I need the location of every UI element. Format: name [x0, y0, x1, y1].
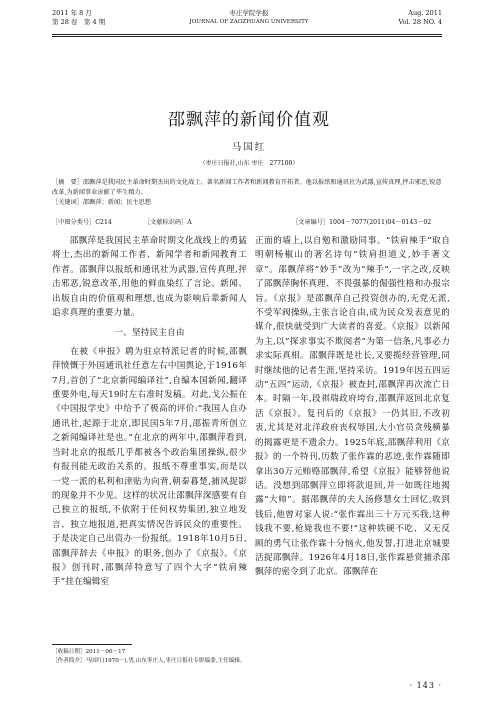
footnote-rule: [52, 644, 132, 645]
abstract-text: ［摘 要］邵飘萍是我国民主革命时期杰出的文化战士、著名新闻工作者和新闻教育开拓者。他以报纸和通讯社为武器,宣传真理,抨击邪恶,锐意改革,为新闻事业贡献了毕生精力。: [52, 179, 442, 196]
header-date-en: Aug. 2011: [408, 9, 442, 17]
journal-name-cn: 枣庄学院学报: [229, 9, 269, 17]
header-issue-date: 2011 年 8 月: [52, 9, 92, 17]
footnote: [52, 648, 444, 666]
article-author: 马国红: [231, 142, 267, 153]
header-rule-thin: [52, 36, 442, 37]
running-header: [0, 9, 498, 35]
body-column-left: [52, 234, 247, 590]
journal-name-en: JOURNAL OF ZAOZHUANG UNIVERSITY: [189, 19, 309, 25]
keywords: ［关键词］邵飘萍；新闻；民主思想: [52, 199, 151, 206]
header-volume-en: Vol. 28 NO. 4: [398, 18, 442, 26]
received-date: ［收稿日期］2011－06－17: [52, 649, 126, 655]
section-heading: 一、坚持民主自由: [114, 328, 185, 339]
author-affiliation: （枣庄日报社,山东 枣庄 277100）: [199, 160, 299, 167]
page-number: · 143 ·: [409, 681, 442, 690]
clc-number: ［中图分类号］C214: [52, 219, 112, 226]
body-paragraph: 在被《申报》聘为驻京特派记者的时候,邵飘萍愤慨于外国通讯社任意左右中国舆论,于1916年7月,首创了“北京新闻编译社”,自编本国新闻,翻译重要外电,每天19时左右准时发稿。对此,戈公振在《中国报学史》中给予了极高的评价:“我国人自办通讯社,起源于北京,即民国5年7月,邵振青所创立之新闻编译社是也。”在北京的两年中,邵飘萍看到,当时北京的报纸几乎都被各个政治集团操纵,很少有报刊能无政治关系的。报纸不尊重事实,而是以一党一派的私利和津贴为向背,朝秦暮楚,捕风捉影的现象并不少见。这样的状况让邵飘萍深感要有自己独立的报纸,不依附于任何权势集团,独立地发言、独立地报道,把真实情况告诉民众的重要性。于是决定自己出资办一份报纸。1918年10月5日,邵飘萍辞去《申报》的职务,创办了《京报》。《京报》创刊时,邵飘萍特意写了四个大字“铁肩辣手”挂在编辑室: [52, 346, 247, 588]
body-paragraph: 邵飘萍是我国民主革命时期文化战线上的勇猛将士,杰出的新闻工作者、新闻学者和新闻教育工作者。邵飘萍以报纸和通讯社为武器,宣传真理,抨击邪恶,锐意改革,用他的鲜血染红了言论、新闻、出版自由的价值观和理想,也成为影响后辈新闻人追求真理的重要力量。: [52, 236, 247, 319]
abstract-block: [52, 178, 444, 208]
article-title: 邵飘萍的新闻价值观: [168, 110, 330, 130]
article-number: ［文章编号］1004－7077(2011)04－0143－02: [292, 219, 432, 226]
header-right: [399, 9, 442, 27]
document-code: ［文献标识码］A: [144, 219, 192, 226]
header-volume: 第 28 卷 第 4 期: [52, 18, 106, 26]
body-paragraph: 正面的墙上,以自勉和激励同事。“铁肩辣手”取自明朝杨椒山的著名诗句“铁肩担道义,妙手著文章”。邵飘萍将“妙手”改为“辣手”,一字之改,反映了邵飘萍胸怀真理、不畏强暴的倔强性格和办报宗旨。《京报》是邵飘萍自己投资创办的,无党无派,不受军阀操纵,主张言论自由,成为民众发表意见的媒介,很快就受到广大读者的喜爱。《京报》以新闻为主,以“探求事实不欺阅者”为第一信条,凡事必力求实际真相。邵飘萍既是社长,又要揽经营管理,同时继续他的记者生涯,坚持采访。1919年因五四运动“五四”运动,《京报》被查封,邵飘萍再次流亡日本。时隔一年,段祺瑞政府垮台,邵飘萍返回北京复活《京报》。复刊后的《京报》一仍其旧,不改初衷,尤其是对北洋政府丧权辱国,大小官员贪残横暴的揭露更是不遗余力。1925年底,邵飘萍利用《京报》的一个特刊,历数了张作霖的恶迹,张作霖随即拿出30万元贿赂邵飘萍,希望《京报》能够替他说话。没想到邵飘萍立即将款退回,并一如既往地揭露“大帅”。据邵飘萍的夫人汤修慧女士回忆,收到钱后,他曾对家人说:“张作霖出三十万元买我,这种钱我不要,枪毙我也不要!”这种铁硬不吃、又无反顾的勇气让张作霖十分恼火,他发誓,打进北京城要活捉邵飘萍。1926年4月18日,张作霖悬赏捕杀邵飘萍的密令到了北京。邵飘萍在: [255, 236, 450, 578]
header-rule-thick: [52, 34, 442, 35]
author-bio: ［作者简介］马国红(1970－),男,山东枣庄人,枣庄日报社专职编委,主任编辑。: [52, 658, 246, 664]
body-column-right: [255, 234, 450, 580]
